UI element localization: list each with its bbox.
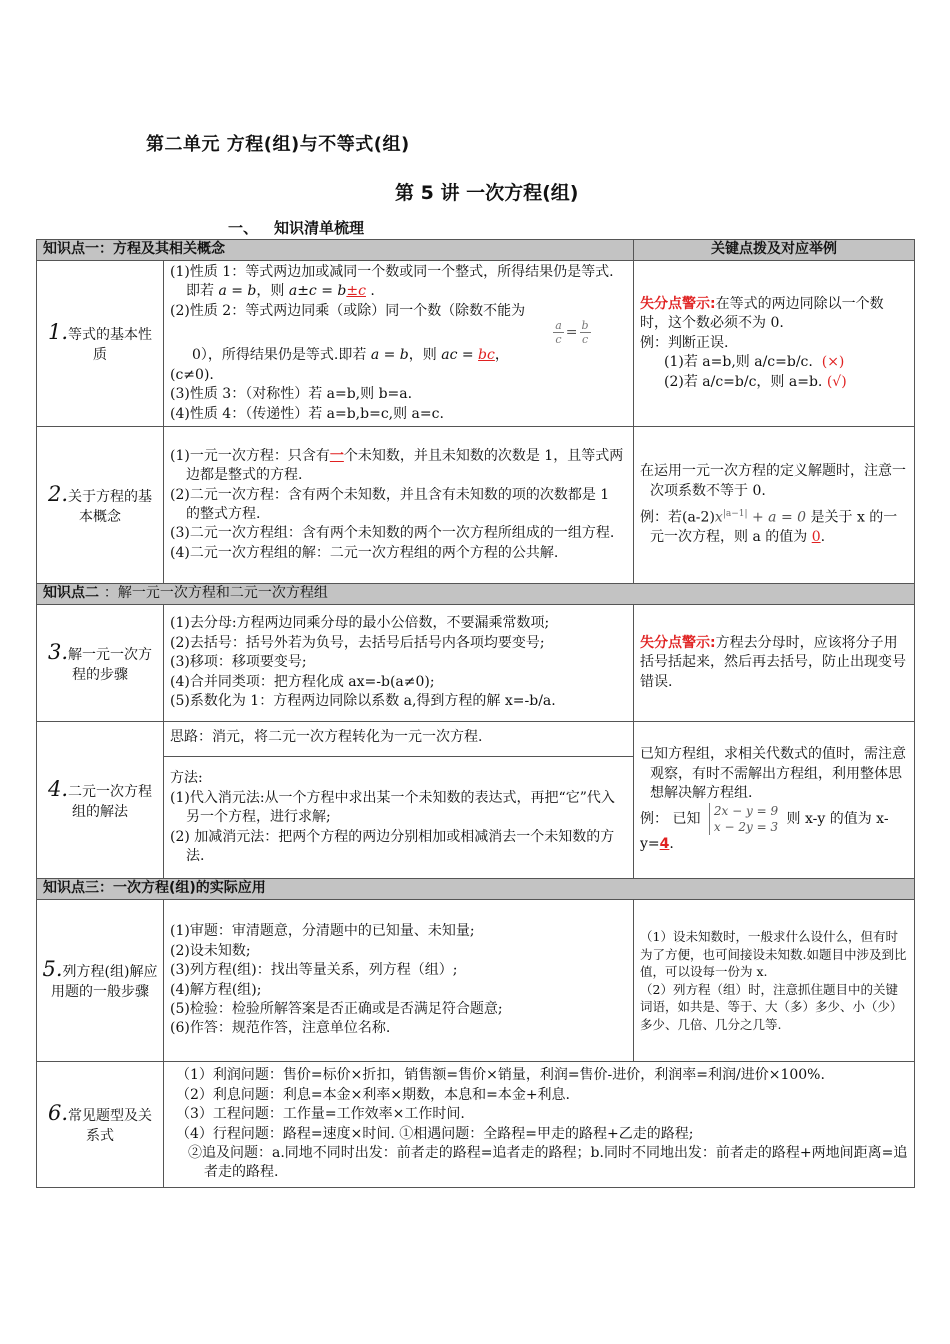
example-intro: 例：判断正误.	[640, 334, 729, 351]
warning-text: 在等式的两边同除以一个数时，这个数必须不为 0.	[640, 295, 884, 332]
hint-text: 在运用一元一次方程的定义解题时，注意一次项系数不等于 0.	[640, 463, 906, 499]
unit-title: 第二单元 方程(组)与不等式(组)	[146, 134, 410, 155]
row-equation-concepts	[37, 427, 915, 584]
example-1	[640, 353, 908, 372]
row-problem-types	[37, 1062, 915, 1188]
property-2-mid: ，则	[408, 347, 437, 364]
kp2-title-a: 知识点二	[43, 585, 99, 602]
example-text: 例： 已知	[640, 811, 701, 828]
row-label-text: 解一元一次方程的步骤	[68, 646, 153, 683]
property-2-answer: bc	[478, 347, 495, 364]
row-label-text: 二元一次方程组的解法	[68, 783, 153, 820]
frac-num-b: b	[581, 319, 589, 333]
example-1-text: (1)若 a=b,则 a/c=b/c.	[664, 354, 813, 371]
row-content	[164, 261, 634, 427]
example	[640, 803, 908, 854]
section-label: 知识清单梳理	[274, 219, 365, 237]
example-rest: 则 x-y 的值为 x-y=	[640, 811, 889, 853]
kp2-title	[37, 584, 915, 605]
step-2: (2)去括号：括号外若为负号，去括号后括号内各项均要变号;	[170, 634, 545, 651]
kp3-title: 知识点三：一次方程(组)的实际应用	[37, 879, 915, 900]
example-end: .	[820, 529, 826, 546]
example-2	[640, 373, 908, 392]
row-label	[37, 605, 164, 722]
step-6: (6)作答：规范作答，注意单位名称.	[170, 1020, 391, 1037]
knowledge-table	[36, 239, 915, 1188]
example-answer: 0	[811, 529, 821, 546]
kp2-title-b: ：解一元一次方程和二元一次方程组	[103, 585, 328, 602]
step-2: (2)设未知数;	[170, 942, 251, 959]
property-1-end: .	[370, 283, 375, 300]
concept-1-rest: 个未知数，并且未知数的次数是 1，且等式两边都是整式的方程.	[186, 447, 624, 484]
frac-den-c2: c	[581, 333, 589, 347]
row-content	[164, 900, 634, 1062]
concept-1-answer: 一	[329, 447, 344, 464]
equation-2: x − 2y = 3	[713, 820, 779, 835]
approach: 思路：消元，将二元一次方程转化为一元一次方程.	[170, 729, 483, 745]
method-1: (1)代入消元法:从一个方程中求出某一个未知数的表达式，再把“它”代入另一个方程，进行求解;	[170, 789, 615, 826]
warning-label: 失分点警示:	[640, 295, 716, 312]
property-2b-text: 0），所得结果仍是等式.即若	[192, 347, 367, 364]
property-2b	[170, 346, 627, 365]
hint-text: 已知方程组，求相关代数式的值时，需注意观察，有时不需解出方程组，利用整体思想解决解方程组.	[640, 746, 906, 801]
row-content	[164, 605, 634, 722]
section-title	[228, 217, 364, 238]
property-2c: (c≠0).	[170, 366, 214, 383]
example-1-answer: (×)	[821, 354, 845, 371]
row-key-points	[634, 427, 915, 584]
row-linear-steps	[37, 605, 915, 722]
row-number: 2.	[47, 481, 69, 506]
row-system-methods	[37, 722, 915, 879]
property-2-eq: a = b	[370, 347, 409, 364]
travel-problem: （4）行程问题：路程=速度×时间. ①相遇问题：全路程=甲走的路程+乙走的路程;	[176, 1125, 694, 1142]
row-number: 3.	[47, 639, 69, 664]
property-1-answer: ±c	[346, 283, 366, 300]
step-4: (4)合并同类项：把方程化成 ax=-b(a≠0);	[170, 673, 435, 690]
row-number: 6.	[47, 1101, 69, 1125]
lecture-title: 第 5 讲 一次方程(组)	[395, 182, 579, 204]
equation-1: 2x − y = 9	[713, 804, 779, 819]
row-content	[164, 1062, 915, 1188]
step-1: (1)去分母:方程两边同乘分母的最小公倍数，不要漏乘常数项;	[170, 615, 550, 632]
row-content	[164, 427, 634, 584]
property-1-text: (1)性质 1：等式两边加或减同一个数或同一个整式，所得结果仍是等式.即若	[170, 264, 614, 300]
warning-label: 失分点警示:	[640, 634, 716, 651]
profit-problem: （1）利润问题：售价=标价×折扣，销售额=售价×销量，利润=售价-进价，利润率=利润/进价×100%.	[176, 1067, 825, 1084]
row-number: 5.	[42, 957, 63, 981]
fraction-a-over-c	[553, 319, 564, 346]
row-key-points	[634, 605, 915, 722]
row-label	[37, 1062, 164, 1188]
concept-1-text: (1)一元一次方程：只含有	[170, 447, 330, 464]
step-1: (1)审题：审清题意，分清题中的已知量、未知量;	[170, 923, 475, 940]
example	[640, 505, 908, 547]
property-2-lhs: ac =	[441, 347, 474, 364]
property-4: (4)性质 4：（传递性）若 a=b,b=c,则 a=c.	[170, 405, 444, 422]
step-3: (3)移项：移项要变号;	[170, 654, 307, 671]
row-label	[37, 722, 164, 879]
row-number: 4.	[47, 776, 69, 801]
example-exponent: |a−1|	[722, 509, 748, 520]
tip-2: （2）列方程（组）时，注意抓住题目中的关键词语，如共是、等于、大（多）多少、小（少）多少、几倍、几分之几等.	[640, 981, 903, 1032]
tip-1: （1）设未知数时，一般求什么设什么，但有时为了方便，也可间接设未知数.如题目中涉及到比值，可以设每一份为 x.	[640, 929, 907, 979]
kp1-header-bar	[37, 240, 915, 261]
example-end: .	[669, 836, 674, 853]
step-5: (5)检验：检验所解答案是否正确或是否满足符合题意;	[170, 1000, 503, 1017]
row-label	[37, 427, 164, 584]
concept-3: (3)二元一次方程组：含有两个未知数的两个一次方程所组成的一组方程.	[170, 525, 615, 542]
interest-problem: （2）利息问题：利息=本金×利率×期数，本息和=本金+利息.	[176, 1086, 571, 1103]
concept-2: (2)二元一次方程：含有两个未知数，并且含有未知数的项的次数都是 1 的整式方程.	[170, 486, 610, 522]
method-2: (2) 加减消元法：把两个方程的两边分别相加或相减消去一个未知数的方法.	[170, 828, 615, 865]
section-number: 一、	[228, 219, 259, 237]
fraction-line	[170, 319, 627, 346]
row-label	[37, 900, 164, 1062]
example-text: 例：若(a-2)	[640, 509, 715, 526]
property-2-comma: ，	[494, 347, 509, 364]
property-1	[170, 263, 627, 302]
property-1-lhs: a±c = b	[288, 283, 347, 300]
row-key-points	[634, 261, 915, 427]
concept-4: (4)二元一次方程组的解：二元一次方程组的两个方程的公共解.	[170, 544, 559, 561]
row-label-text: 常见题型及关系式	[68, 1108, 153, 1144]
example-rest: 是关于 x 的一元一次方程，则 a 的值为	[650, 509, 898, 546]
row-label	[37, 261, 164, 427]
example-plus: + a = 0	[751, 509, 807, 526]
inner-divider	[164, 756, 633, 757]
frac-num-a: a	[555, 319, 562, 333]
warning-text: 方程去分母时，应该将分子用括号括起来，然后再去括号，防止出现变号错误.	[640, 634, 906, 690]
step-4: (4)解方程(组);	[170, 981, 262, 998]
frac-equals: =	[565, 324, 578, 341]
equation-system	[709, 803, 778, 835]
row-word-problem-steps	[37, 900, 915, 1062]
example-2-answer: (√)	[826, 373, 847, 390]
example-2-text: (2)若 a/c=b/c，则 a=b.	[664, 373, 823, 390]
property-2a: (2)性质 2：等式两边同乘（或除）同一个数（除数不能为	[170, 302, 526, 319]
kp1-title: 知识点一：方程及其相关概念	[37, 240, 634, 261]
concept-1	[170, 447, 627, 486]
row-number: 1.	[47, 320, 69, 344]
key-points-title: 关键点拨及对应举例	[634, 240, 915, 261]
kp3-header-bar	[37, 879, 915, 900]
step-5: (5)系数化为 1：方程两边同除以系数 a,得到方程的解 x=-b/a.	[170, 693, 556, 710]
example-x: x	[714, 509, 723, 526]
methods-label: 方法:	[170, 770, 203, 787]
kp2-header-bar	[37, 584, 915, 605]
row-key-points	[634, 722, 915, 879]
property-1-eq: a = b	[218, 283, 257, 300]
row-label-text: 等式的基本性质	[68, 327, 153, 363]
property-1-mid: ，则	[256, 283, 285, 300]
example-answer: 4	[659, 836, 670, 853]
row-content	[164, 722, 634, 879]
property-3: (3)性质 3：（对称性）若 a=b,则 b=a.	[170, 386, 413, 403]
step-3: (3)列方程(组)：找出等量关系，列方程（组）;	[170, 962, 458, 979]
row-label-text: 列方程(组)解应用题的一般步骤	[51, 964, 158, 1000]
row-key-points	[634, 900, 915, 1062]
frac-den-c: c	[555, 333, 562, 347]
work-problem: （3）工程问题：工作量=工作效率×工作时间.	[176, 1106, 465, 1123]
fraction-b-over-c	[580, 319, 591, 346]
row-label-text: 关于方程的基本概念	[68, 488, 153, 525]
row-equation-properties	[37, 261, 915, 427]
chase-problem: ②追及问题：a.同地不同时出发：前者走的路程=追者走的路程；b.同时不同地出发：前者走的路程+两地间距离=追者走的路程.	[188, 1144, 908, 1181]
